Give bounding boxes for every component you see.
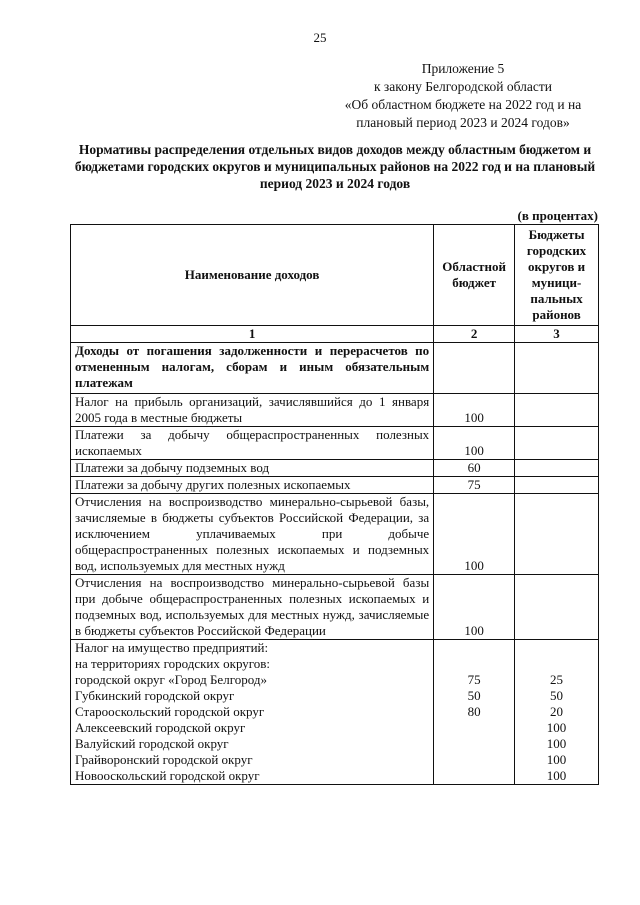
property-tax-municipal-value: 25 [550, 672, 564, 687]
row-name: Отчисления на воспроизводство минерально-сырьевой базы, зачисляемые в бюджеты субъектов Российской Федерации, за исключением уплачиваемых при добыче общераспространенных полезных ископаемых и подземных вод, используемых для местных нужд [71, 494, 434, 575]
table-row [71, 394, 599, 427]
row-name: Платежи за добычу общераспространенных полезных ископаемых [71, 427, 434, 460]
property-tax-line: на территориях городских округов: [75, 656, 271, 671]
property-tax-regional [434, 640, 515, 785]
table-row [71, 427, 599, 460]
property-tax-municipal-value: 100 [546, 720, 567, 735]
row-municipal [515, 575, 599, 640]
appendix-header [318, 60, 608, 132]
property-tax-regional-value [438, 640, 510, 656]
table-row [71, 460, 599, 477]
row-regional: 75 [434, 477, 515, 494]
property-tax-line: Губкинский городской округ [75, 688, 235, 703]
appendix-line: плановый период 2023 и 2024 годов» [356, 115, 570, 130]
column-index: 1 [71, 326, 434, 343]
appendix-line: к закону Белгородской области [374, 79, 552, 94]
row-regional: 60 [434, 460, 515, 477]
table-header-row [71, 225, 599, 326]
property-tax-line: Грайворонский городской округ [75, 752, 253, 767]
property-tax-line: Валуйский городской округ [75, 736, 229, 751]
revenue-distribution-table [70, 224, 599, 785]
row-name: Платежи за добычу подземных вод [71, 460, 434, 477]
property-tax-municipal-value: 100 [546, 736, 567, 751]
row-name: Отчисления на воспроизводство минерально-сырьевой базы при добыче общераспространенных полезных ископаемых и подземных вод, используемых для местных нужд, зачисляемые в бюджеты субъектов Российской Федерации [71, 575, 434, 640]
table-row [71, 575, 599, 640]
row-municipal [515, 394, 599, 427]
property-tax-regional-value: 80 [467, 704, 481, 719]
property-tax-municipal [515, 640, 599, 785]
document-title: Нормативы распределения отдельных видов доходов между областным бюджетом и бюджетами городских округов и муниципальных районов на 2022 год и на плановый период 2023 и 2024 годов [74, 142, 596, 191]
property-tax-regional-value [438, 656, 510, 672]
property-tax-regional-value: 75 [467, 672, 481, 687]
row-regional: 100 [434, 575, 515, 640]
row-regional [434, 343, 515, 394]
units-note: (в процентах) [517, 208, 598, 223]
property-tax-line: Налог на имущество предприятий: [75, 640, 269, 655]
header-municipal-budget: Бюджеты городских округов и муници-пальных районов [515, 225, 599, 326]
property-tax-line: Алексеевский городской округ [75, 720, 246, 735]
row-municipal [515, 343, 599, 394]
column-index: 3 [515, 326, 599, 343]
property-tax-municipal-value: 100 [546, 768, 567, 783]
row-municipal [515, 494, 599, 575]
property-tax-line: городской округ «Город Белгород» [75, 672, 267, 687]
property-tax-line: Старооскольский городской округ [75, 704, 265, 719]
page-number: 25 [313, 30, 327, 45]
column-index: 2 [434, 326, 515, 343]
header-regional-budget: Областной бюджет [434, 225, 515, 326]
table-row [71, 477, 599, 494]
property-tax-municipal-value: 100 [546, 752, 567, 767]
table-row-property-tax [71, 640, 599, 785]
property-tax-names [71, 640, 434, 785]
row-municipal [515, 460, 599, 477]
appendix-line: Приложение 5 [421, 61, 505, 76]
property-tax-municipal-value: 20 [550, 704, 564, 719]
row-regional: 100 [434, 427, 515, 460]
row-regional: 100 [434, 494, 515, 575]
header-income-name: Наименование доходов [71, 225, 434, 326]
table-row [71, 494, 599, 575]
property-tax-municipal-value: 50 [550, 688, 564, 703]
row-municipal [515, 427, 599, 460]
row-name: Платежи за добычу других полезных ископаемых [71, 477, 434, 494]
property-tax-municipal-value [519, 656, 594, 672]
table-row [71, 343, 599, 394]
appendix-line: «Об областном бюджете на 2022 год и на [344, 97, 582, 112]
column-index-row [71, 326, 599, 343]
property-tax-regional-value: 50 [467, 688, 481, 703]
property-tax-municipal-value [519, 640, 594, 656]
row-municipal [515, 477, 599, 494]
row-name: Доходы от погашения задолженности и перерасчетов по отмененным налогам, сборам и иным обязательным платежам [71, 343, 434, 394]
row-regional: 100 [434, 394, 515, 427]
row-name: Налог на прибыль организаций, зачислявшийся до 1 января 2005 года в местные бюджеты [71, 394, 434, 427]
property-tax-line: Новооскольский городской округ [75, 768, 260, 783]
